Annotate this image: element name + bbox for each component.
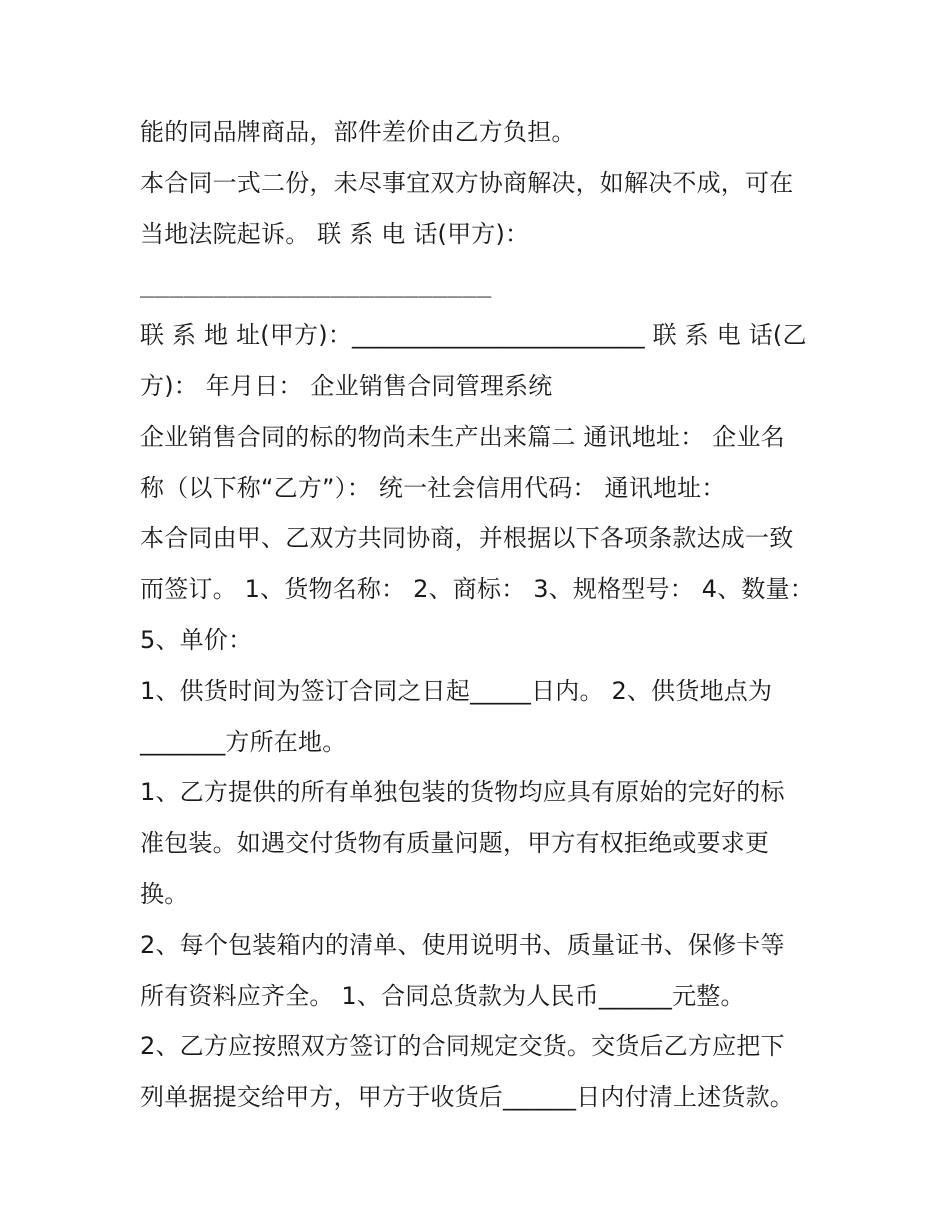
text-line: 1、乙方提供的所有单独包装的货物均应具有原始的完好的标 (140, 778, 785, 807)
text-line: 本合同一式二份，未尽事宜双方协商解决，如解决不成，可在 (140, 168, 794, 197)
text-line: 2、乙方应按照双方签订的合同规定交货。交货后乙方应把下 (140, 1032, 785, 1061)
text-line: 当地法院起诉。 联 系 电 话(甲方)： (140, 219, 530, 248)
text-line: 能的同品牌商品，部件差价由乙方负担。 (140, 118, 576, 146)
text-line: _______方所在地。 (140, 727, 347, 756)
text-line: 联 系 地 址(甲方)：________________________ 联 系 电 话(乙 (140, 321, 807, 350)
text-line: 5、单价： (140, 625, 253, 654)
text-line: 1、供货时间为签订合同之日起_____日内。 2、供货地点为 (140, 676, 773, 705)
text-line: 方)： 年月日： 企业销售合同管理系统 (140, 371, 553, 400)
text-line: 列单据提交给甲方，甲方于收货后______日内付清上述货款。 (140, 1083, 794, 1112)
text-line: 本合同由甲、乙双方共同协商，并根据以下各项条款达成一致 (140, 524, 794, 553)
text-line: 企业销售合同的标的物尚未生产出来篇二 通讯地址： 企业名 (140, 422, 785, 451)
contract-text-body (140, 107, 820, 1123)
text-line: 2、每个包装箱内的清单、使用说明书、质量证书、保修卡等 (140, 930, 785, 959)
blank-signature-line: ________________________ (140, 270, 492, 299)
text-line: 准包装。如遇交付货物有质量问题，甲方有权拒绝或要求更 (140, 829, 770, 858)
text-line: 所有资料应齐全。 1、合同总货款为人民币______元整。 (140, 981, 745, 1010)
text-line: 称（以下称“乙方”）： 统一社会信用代码： 通讯地址： (140, 473, 726, 502)
text-line: 而签订。 1、货物名称： 2、商标： 3、规格型号： 4、数量： (140, 575, 814, 604)
text-line: 换。 (140, 879, 189, 908)
